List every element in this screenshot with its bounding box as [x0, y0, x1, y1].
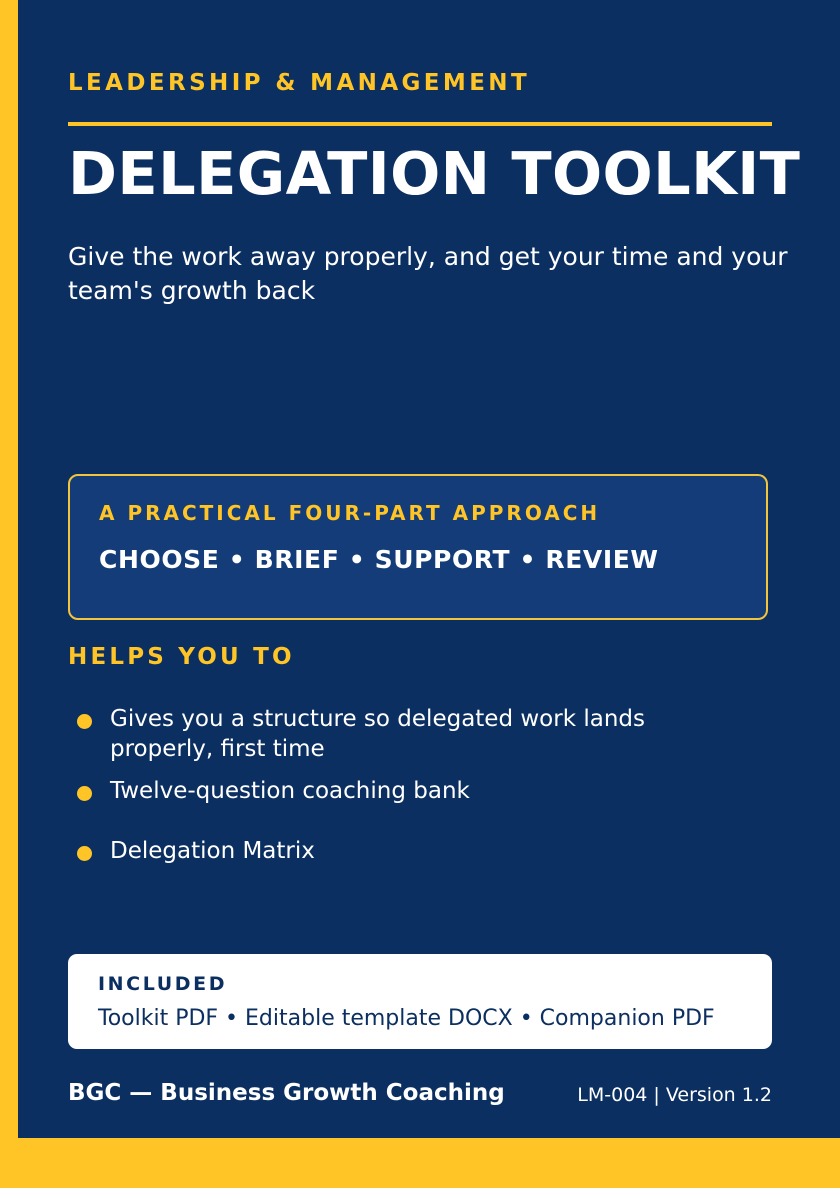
approach-label: A PRACTICAL FOUR-PART APPROACH — [99, 501, 601, 525]
bullet-dot-icon — [77, 786, 92, 801]
approach-steps: CHOOSE • BRIEF • SUPPORT • REVIEW — [99, 545, 659, 574]
category-kicker: LEADERSHIP & MANAGEMENT — [68, 70, 531, 96]
document-meta: LM-004 | Version 1.2 — [577, 1084, 772, 1106]
bullet-dot-icon — [77, 714, 92, 729]
page-subtitle: Give the work away properly, and get your time and your team's growth back — [68, 242, 788, 305]
benefit-text: Delegation Matrix — [110, 838, 315, 864]
included-label: INCLUDED — [98, 973, 228, 995]
brand-name: BGC — Business Growth Coaching — [68, 1080, 505, 1106]
included-card — [68, 954, 772, 1049]
included-items: Toolkit PDF • Editable template DOCX • Companion PDF — [98, 1006, 715, 1031]
approach-callout — [68, 474, 768, 620]
benefit-text: Twelve-question coaching bank — [110, 778, 470, 804]
page-title: DELEGATION TOOLKIT — [68, 139, 801, 208]
bullet-dot-icon — [77, 846, 92, 861]
benefits-heading: HELPS YOU TO — [68, 644, 295, 670]
benefit-text: Gives you a structure so delegated work lands properly, first time — [110, 706, 645, 762]
accent-divider — [68, 122, 772, 126]
cover-panel — [18, 0, 840, 1138]
